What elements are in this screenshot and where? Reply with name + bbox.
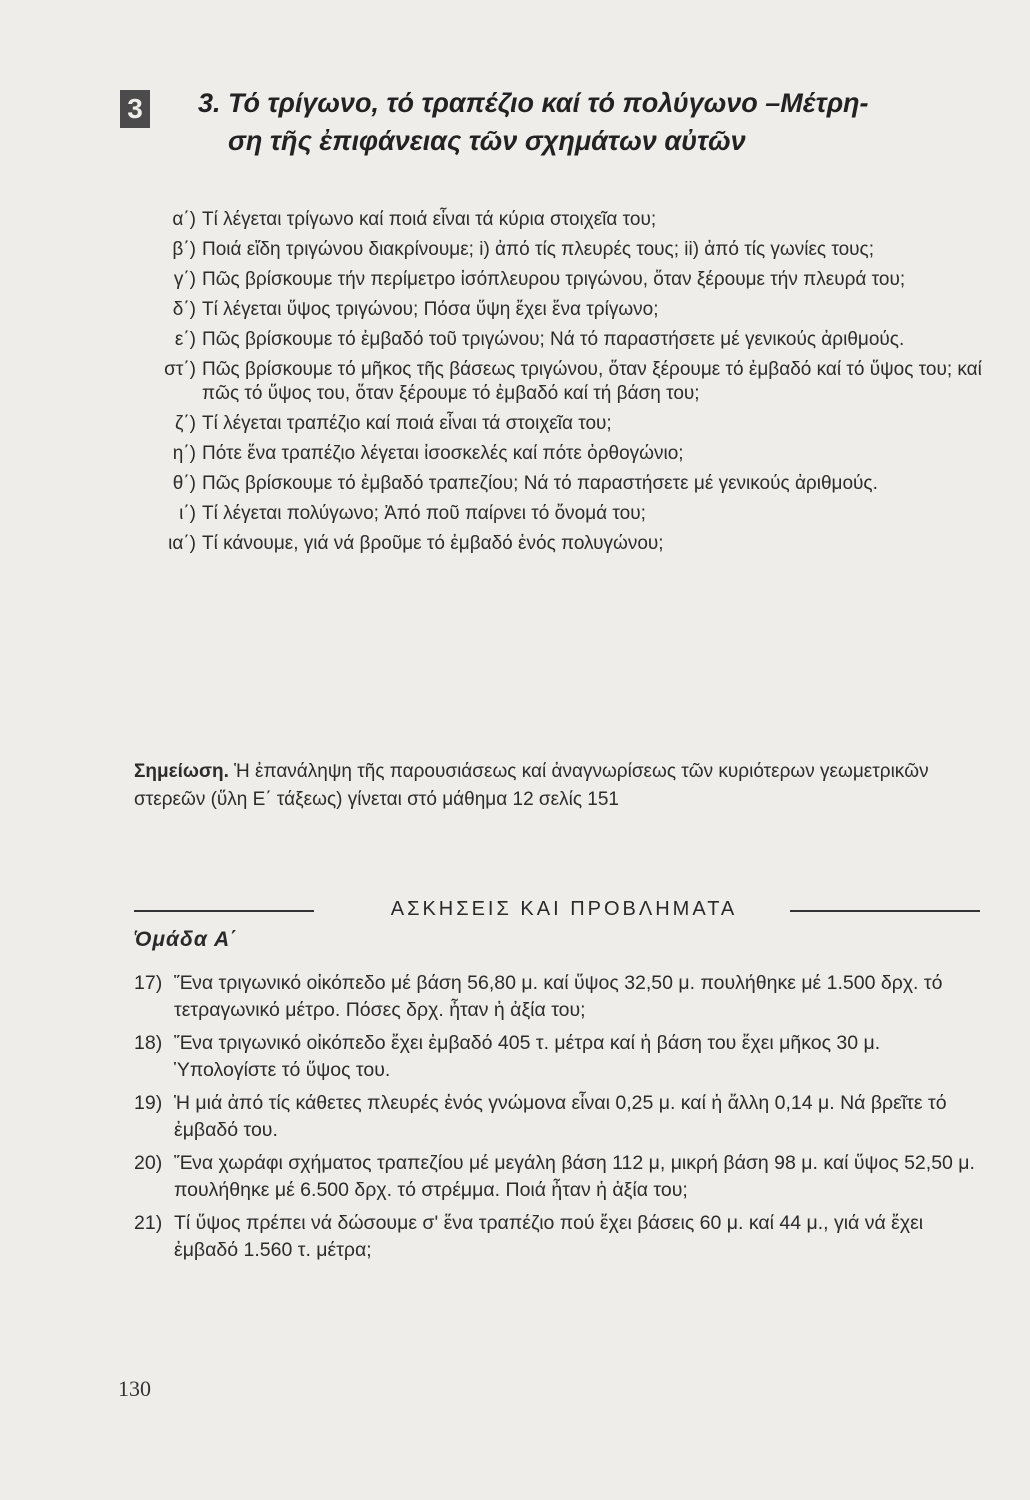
problem-item bbox=[134, 1030, 984, 1084]
problem-text: Τί ὕψος πρέπει νά δώσουμε σ' ἕνα τραπέζιο πού ἔχει βάσεις 60 μ. καί 44 μ., γιά νά ἔχει ἐμβαδό 1.560 τ. μέτρα; bbox=[174, 1212, 924, 1261]
question-label: β΄) bbox=[172, 239, 196, 260]
problem-number: 21) bbox=[134, 1212, 163, 1234]
question-text: Πῶς βρίσκουμε τό μῆκος τῆς βάσεως τριγώνου, ὅταν ξέρουμε τό ἐμβαδό καί τό ὕψος του; καί πῶς τό ὕψος του, ὅταν ξέρουμε τό ἐμβαδό καί τή βάση του; bbox=[202, 359, 982, 404]
question-label: ι΄) bbox=[179, 503, 196, 524]
problem-item bbox=[134, 1150, 984, 1204]
problem-item bbox=[134, 1210, 984, 1264]
question-text: Τί λέγεται ὕψος τριγώνου; Πόσα ὕψη ἔχει ἕνα τρίγωνο; bbox=[202, 299, 659, 320]
question-item bbox=[130, 268, 1000, 292]
question-text: Πῶς βρίσκουμε τό ἐμβαδό τραπεζίου; Νά τό παραστήσετε μέ γενικούς ἀριθμούς. bbox=[202, 473, 878, 494]
problem-item bbox=[134, 970, 984, 1024]
exercises-heading: ΑΣΚΗΣΕΙΣ ΚΑΙ ΠΡΟΒΛΗΜΑΤΑ bbox=[390, 898, 738, 920]
question-label: ζ΄) bbox=[174, 413, 196, 434]
problem-text: Ἡ μιά ἀπό τίς κάθετες πλευρές ἑνός γνώμονα εἶναι 0,25 μ. καί ἡ ἄλλη 0,14 μ. Νά βρεῖτε τό ἐμβαδό του. bbox=[174, 1092, 947, 1141]
question-label: στ΄) bbox=[164, 359, 196, 380]
chapter-number-badge: 3 bbox=[120, 90, 150, 128]
question-label: ια΄) bbox=[168, 533, 196, 554]
question-label: δ΄) bbox=[172, 299, 196, 320]
note-label: Σημείωση. bbox=[134, 761, 229, 782]
group-title: Ὁμάδα Α΄ bbox=[134, 928, 239, 951]
review-questions bbox=[130, 208, 1000, 562]
section-title-line1: 3. Τό τρίγωνο, τό τραπέζιο καί τό πολύγωνο –Μέτρη- bbox=[198, 88, 869, 118]
question-text: Τί λέγεται τραπέζιο καί ποιά εἶναι τά στοιχεῖα του; bbox=[202, 413, 612, 434]
question-label: ε΄) bbox=[174, 329, 196, 350]
question-item bbox=[130, 442, 1000, 466]
question-item bbox=[130, 208, 1000, 232]
question-text: Πῶς βρίσκουμε τήν περίμετρο ἰσόπλευρου τριγώνου, ὅταν ξέρουμε τήν πλευρά του; bbox=[202, 269, 906, 290]
question-text: Πῶς βρίσκουμε τό ἐμβαδό τοῦ τριγώνου; Νά τό παραστήσετε μέ γενικούς ἀριθμούς. bbox=[202, 329, 905, 350]
heading-rule-right bbox=[790, 910, 980, 912]
question-item bbox=[130, 502, 1000, 526]
question-text: Τί κάνουμε, γιά νά βροῦμε τό ἐμβαδό ἑνός πολυγώνου; bbox=[202, 533, 664, 554]
problem-item bbox=[134, 1090, 984, 1144]
problem-text: Ἕνα τριγωνικό οἰκόπεδο ἔχει ἐμβαδό 405 τ. μέτρα καί ἡ βάση του ἔχει μῆκος 30 μ. Ὑπολογίστε τό ὕψος του. bbox=[174, 1032, 881, 1081]
question-item bbox=[130, 328, 1000, 352]
question-item bbox=[130, 472, 1000, 496]
problem-text: Ἕνα τριγωνικό οἰκόπεδο μέ βάση 56,80 μ. καί ὕψος 32,50 μ. πουλήθηκε μέ 1.500 δρχ. τό τετραγωνικό μέτρο. Πόσες δρχ. ἦταν ἡ ἀξία του; bbox=[174, 972, 943, 1021]
question-label: α΄) bbox=[172, 209, 196, 230]
section-title bbox=[198, 84, 998, 160]
question-text: Πότε ἕνα τραπέζιο λέγεται ἰσοσκελές καί πότε ὀρθογώνιο; bbox=[202, 443, 684, 464]
question-text: Τί λέγεται πολύγωνο; Ἀπό ποῦ παίρνει τό ὄνομά του; bbox=[202, 503, 646, 524]
question-item bbox=[130, 532, 1000, 556]
problem-number: 18) bbox=[134, 1032, 163, 1054]
problem-list bbox=[134, 970, 984, 1270]
note-paragraph bbox=[134, 758, 984, 814]
question-label: θ΄) bbox=[172, 473, 196, 494]
question-text: Τί λέγεται τρίγωνο καί ποιά εἶναι τά κύρια στοιχεῖα του; bbox=[202, 209, 657, 230]
exercises-heading-row bbox=[134, 898, 980, 924]
question-item bbox=[130, 358, 1000, 406]
section-title-line2: ση τῆς ἐπιφάνειας τῶν σχημάτων αὐτῶν bbox=[228, 126, 746, 156]
problem-number: 19) bbox=[134, 1092, 163, 1114]
question-item bbox=[130, 298, 1000, 322]
question-label: γ΄) bbox=[173, 269, 196, 290]
problem-number: 17) bbox=[134, 972, 163, 994]
heading-rule-left bbox=[134, 910, 314, 912]
note-text: Ἡ ἐπανάληψη τῆς παρουσιάσεως καί ἀναγνωρίσεως τῶν κυριότερων γεωμετρικῶν στερεῶν (ὕλη Ε΄ τάξεως) γίνεται στό μάθημα 12 σελίς 151 bbox=[134, 761, 929, 810]
page-number: 130 bbox=[118, 1376, 151, 1401]
question-label: η΄) bbox=[172, 443, 196, 464]
problem-text: Ἕνα χωράφι σχήματος τραπεζίου μέ μεγάλη βάση 112 μ, μικρή βάση 98 μ. καί ὕψος 52,50 μ. πουλήθηκε μέ 6.500 δρχ. τό στρέμμα. Ποιά ἦταν ἡ ἀξία του; bbox=[174, 1152, 975, 1201]
question-item bbox=[130, 412, 1000, 436]
problem-number: 20) bbox=[134, 1152, 163, 1174]
question-item bbox=[130, 238, 1000, 262]
question-text: Ποιά εἴδη τριγώνου διακρίνουμε; i) ἀπό τίς πλευρές τους; ii) ἀπό τίς γωνίες τους; bbox=[202, 239, 874, 260]
